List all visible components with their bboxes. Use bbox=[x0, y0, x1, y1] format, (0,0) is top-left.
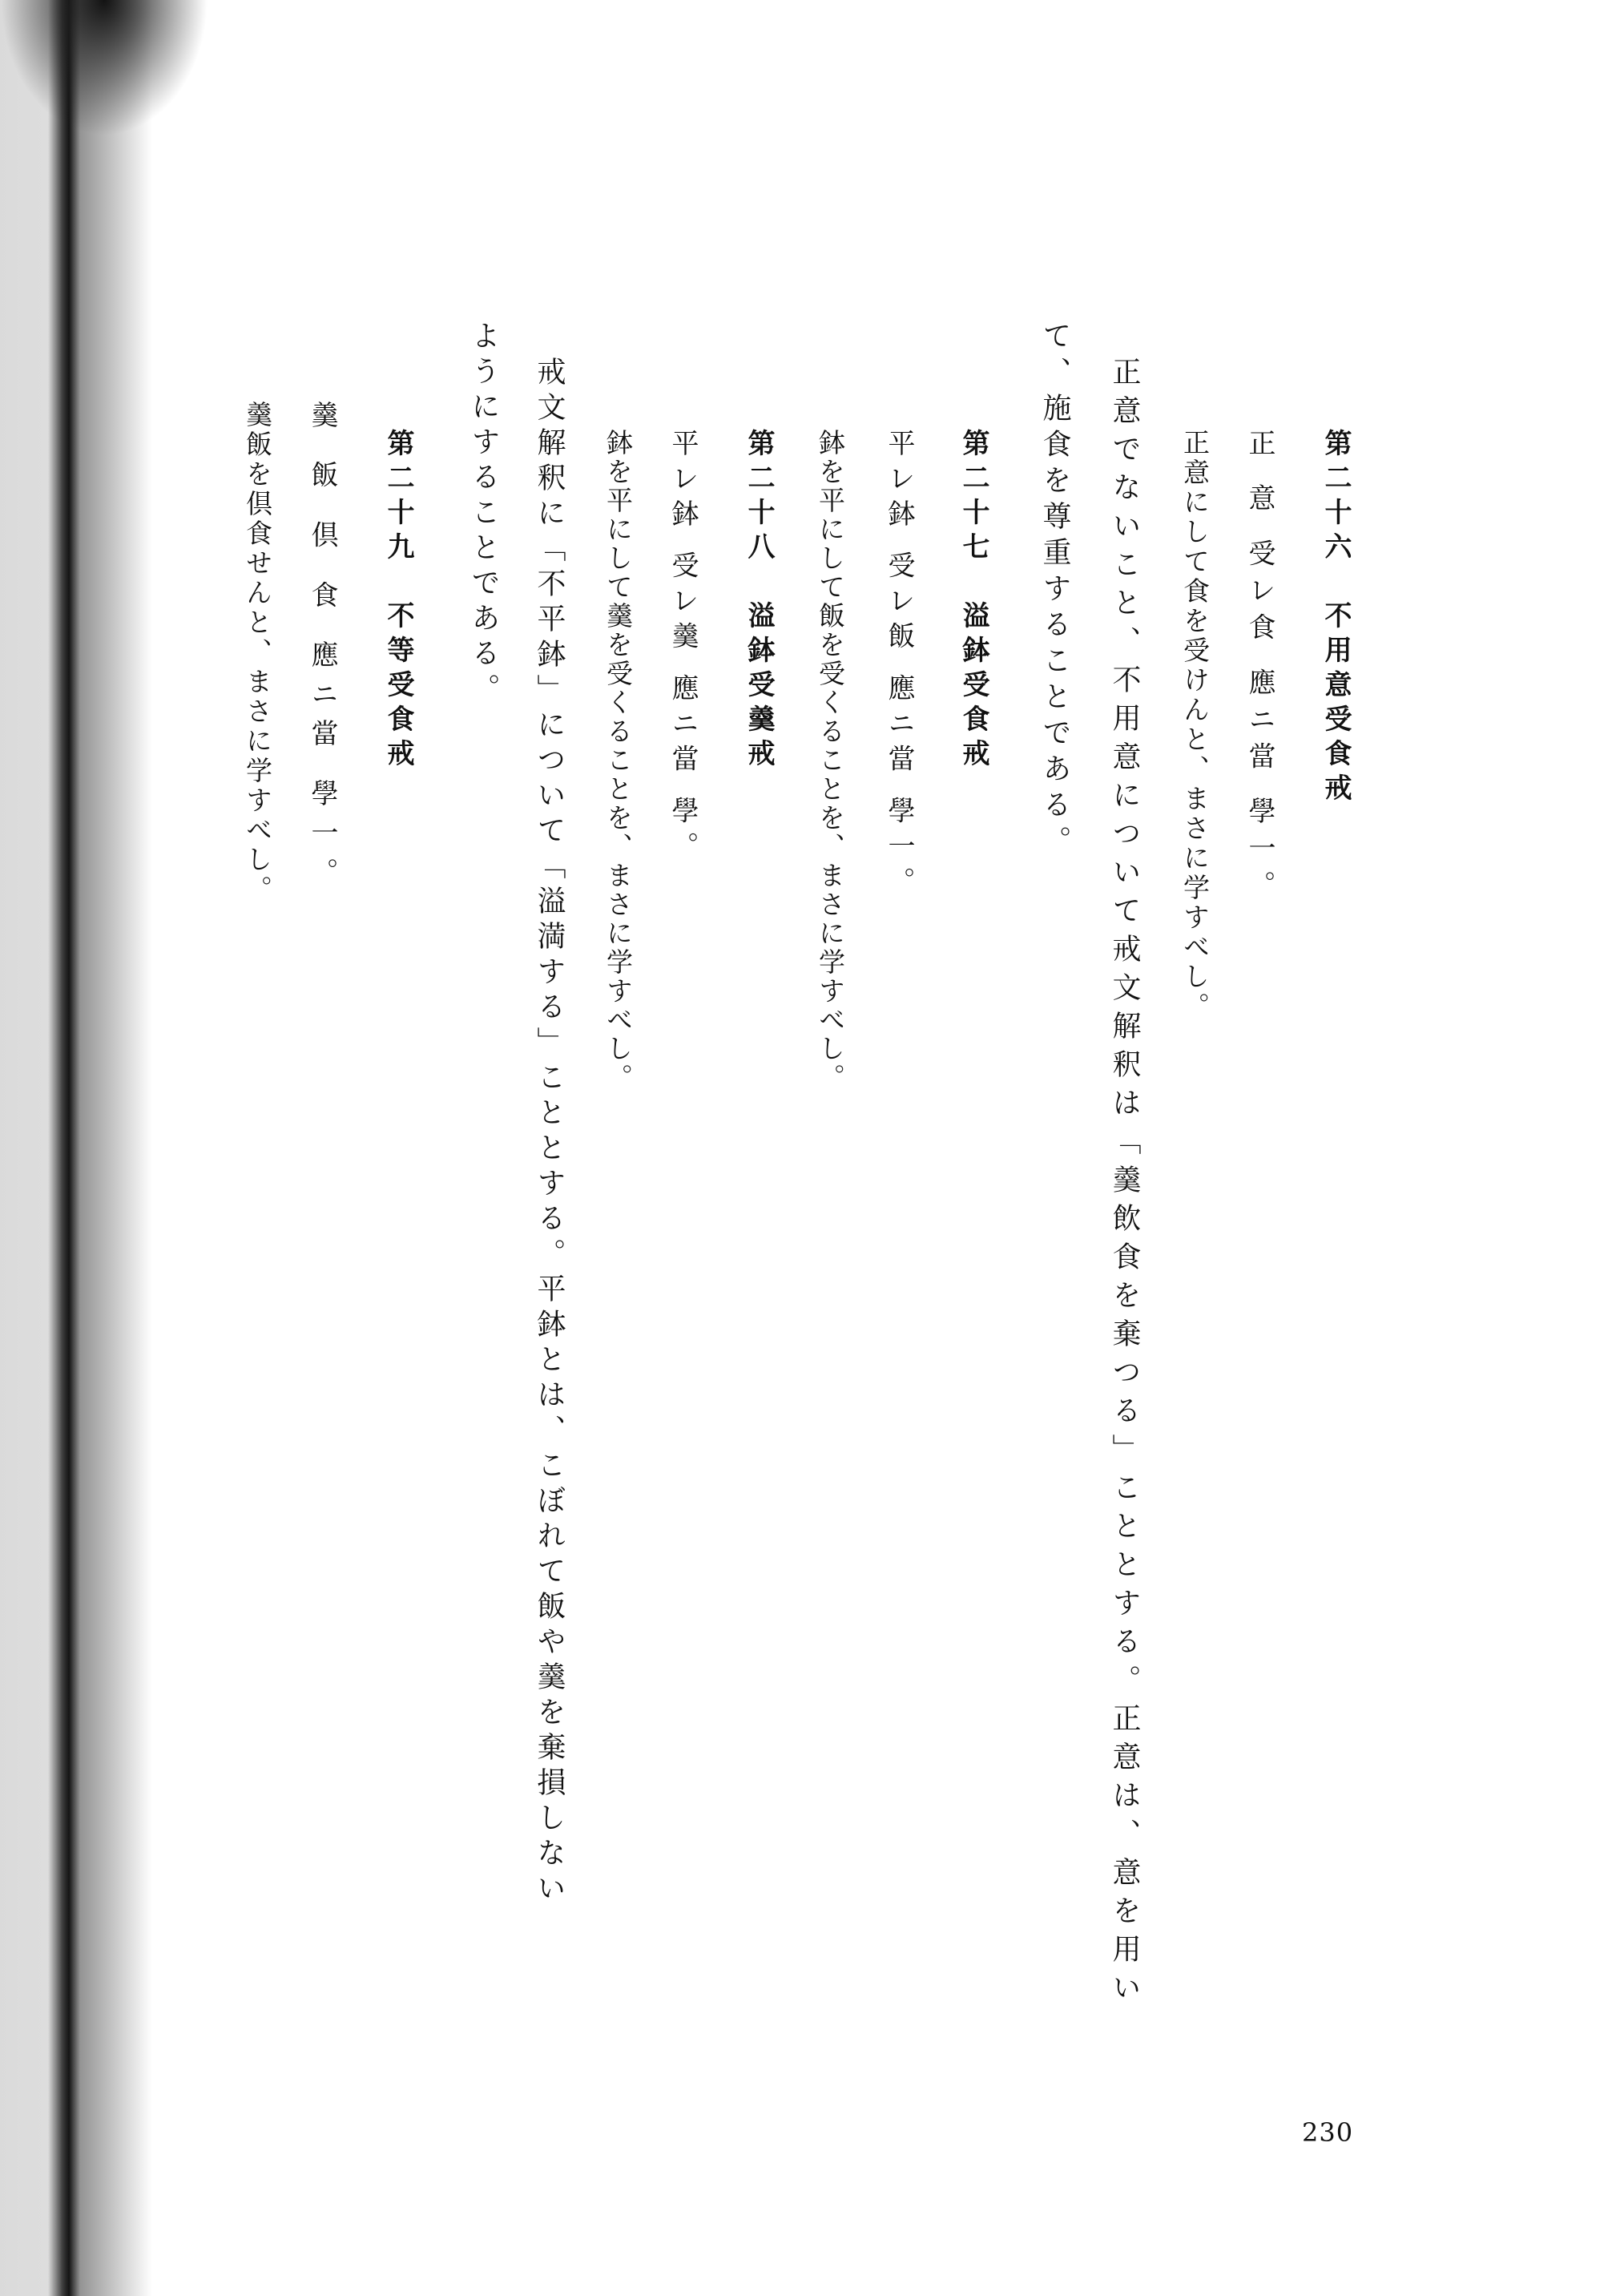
section-heading-26: 第二十六 不用意受食戒 bbox=[1320, 429, 1352, 808]
kanbun-line-27: 平レ鉢 受レ飯 應ニ當 學一。 bbox=[883, 429, 915, 902]
translation-line-27: 鉢を平にして飯を受くることを、まさに学すべし。 bbox=[815, 429, 846, 1092]
commentary-line-28b: ようにすることである。 bbox=[467, 321, 500, 708]
kanbun-line-28: 平レ鉢 受レ羹 應ニ當 學。 bbox=[667, 429, 699, 867]
kanbun-line-26: 正 意 受レ食 應ニ當 學一。 bbox=[1243, 429, 1275, 908]
commentary-line-28a: 戒文解釈に「不平鉢」について「溢満する」こととする。平鉢とは、こぼれて飯や羹を棄損しない bbox=[533, 357, 566, 1908]
section-heading-27: 第二十七 溢鉢受食戒 bbox=[957, 429, 989, 773]
commentary-line-26a: 正意でないこと、不用意について戒文解釈は「羹飲食を棄つる」こととする。正意は、意を用い bbox=[1108, 357, 1141, 2011]
commentary-line-26b: て、施食を尊重することである。 bbox=[1038, 321, 1071, 862]
binding-shadow bbox=[0, 0, 152, 2296]
section-heading-28: 第二十八 溢鉢受羹戒 bbox=[743, 429, 775, 773]
page-number: 230 bbox=[1302, 2117, 1354, 2148]
translation-line-26: 正意にして食を受けんと、まさに学すべし。 bbox=[1179, 429, 1211, 1022]
section-heading-29: 第二十九 不等受食戒 bbox=[382, 429, 414, 773]
translation-line-29: 羹飯を倶食せんと、まさに学すべし。 bbox=[242, 401, 273, 905]
binding-shadow-top bbox=[0, 0, 208, 136]
kanbun-line-29: 羹 飯 倶 食 應ニ當 學一。 bbox=[306, 401, 338, 898]
translation-line-28: 鉢を平にして羹を受くることを、まさに学すべし。 bbox=[602, 429, 634, 1092]
